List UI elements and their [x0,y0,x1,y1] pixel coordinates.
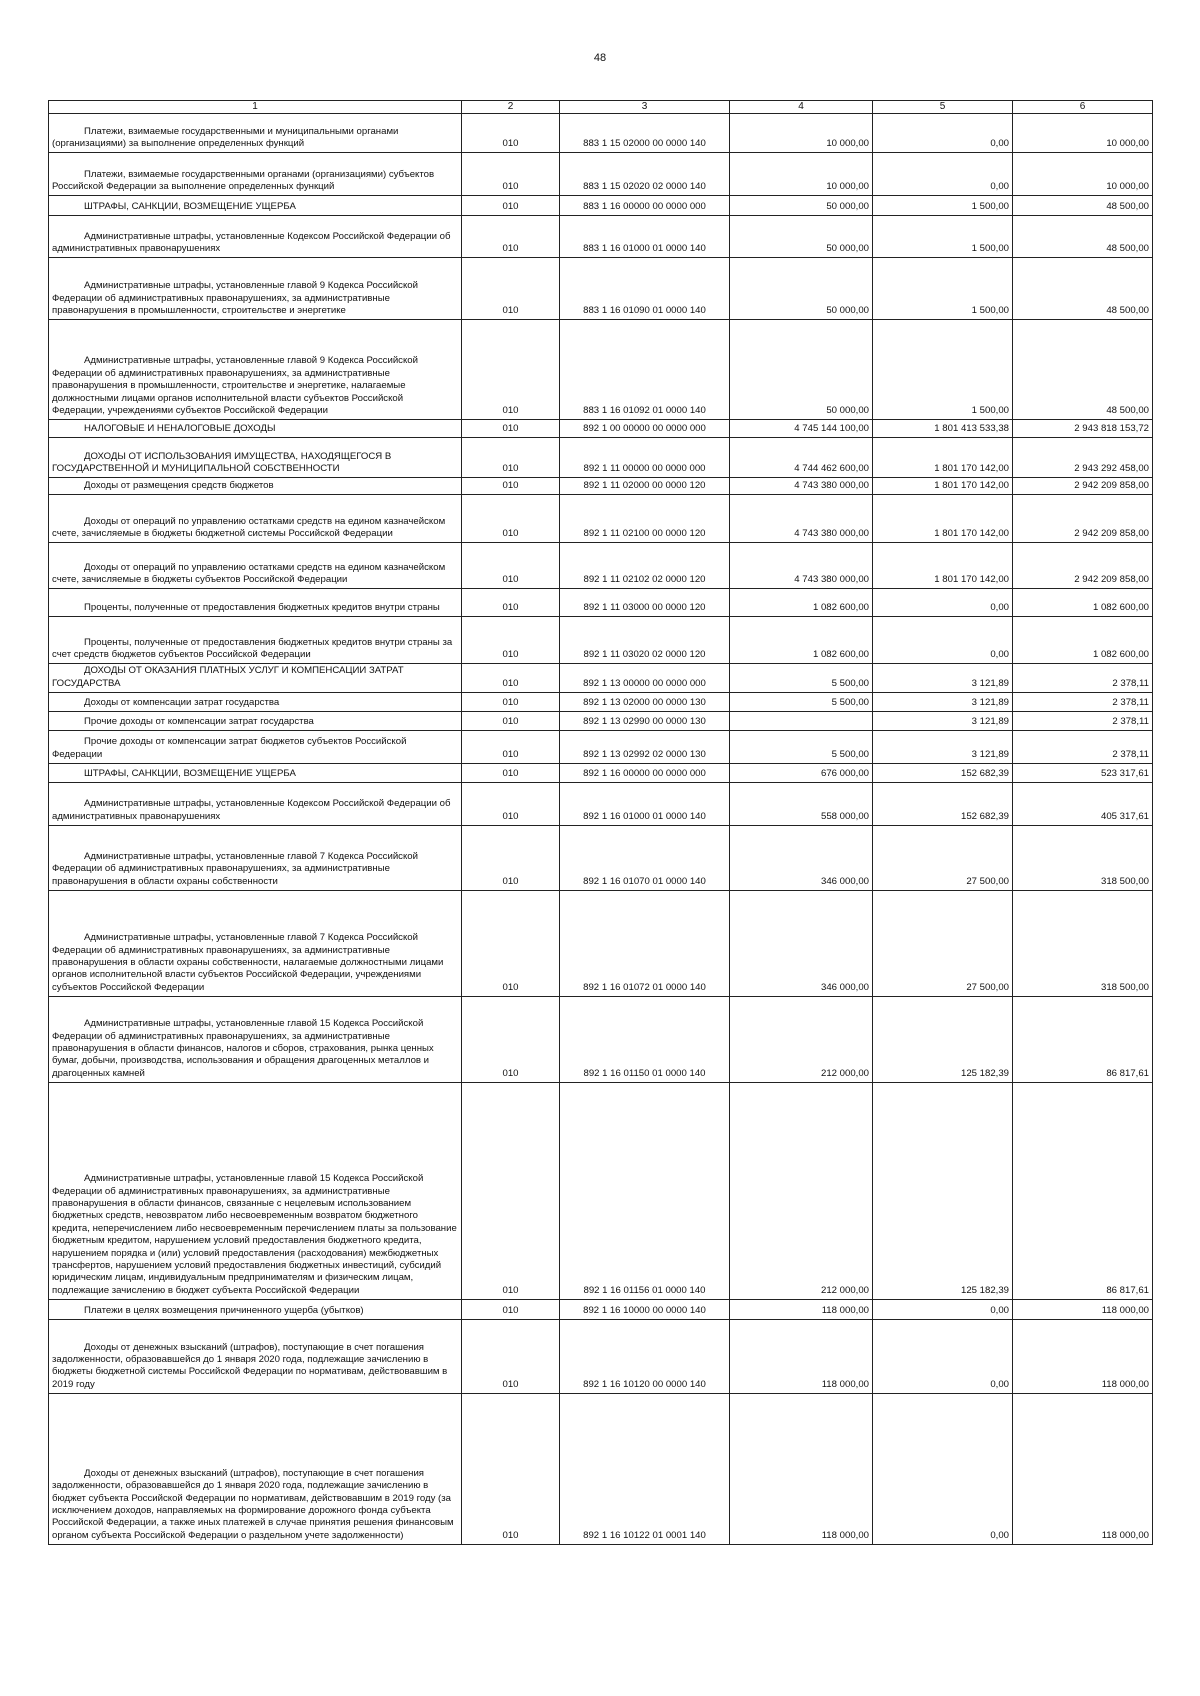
table-row [49,589,1153,617]
row-name-text: Прочие доходы от компенсации затрат государства [84,715,314,727]
row-name-cell [49,589,462,617]
row-line-code-cell: 010 [462,1320,560,1394]
row-executed-amount-cell: 1 500,00 [873,196,1013,216]
row-line-code-cell: 010 [462,196,560,216]
row-approved-amount-cell: 4 743 380 000,00 [730,543,873,589]
row-budget-code-cell: 892 1 11 00000 00 0000 000 [560,438,730,478]
row-line-code-cell: 010 [462,712,560,731]
row-name-text: НАЛОГОВЫЕ И НЕНАЛОГОВЫЕ ДОХОДЫ [84,423,276,434]
row-executed-amount-cell: 0,00 [873,1394,1013,1545]
row-executed-amount-cell: 1 801 413 533,38 [873,420,1013,438]
row-executed-amount-cell: 0,00 [873,153,1013,196]
row-remaining-amount-cell: 48 500,00 [1013,320,1153,420]
row-name-cell [49,712,462,731]
table-row [49,712,1153,731]
row-name-text: Административные штрафы, установленные Кодексом Российской Федерации об административных правонарушениях [52,230,451,254]
row-remaining-amount-cell: 2 378,11 [1013,664,1153,693]
row-executed-amount-cell: 125 182,39 [873,1083,1013,1300]
table-row [49,420,1153,438]
row-remaining-amount-cell: 2 942 209 858,00 [1013,543,1153,589]
row-budget-code-cell: 883 1 15 02000 00 0000 140 [560,114,730,153]
row-remaining-amount-cell: 118 000,00 [1013,1320,1153,1394]
row-name-text: ДОХОДЫ ОТ ИСПОЛЬЗОВАНИЯ ИМУЩЕСТВА, НАХОДЯЩЕГОСЯ В ГОСУДАРСТВЕННОЙ И МУНИЦИПАЛЬНОЙ СОБСТВЕННОСТИ [52,450,392,474]
row-executed-amount-cell: 0,00 [873,1320,1013,1394]
row-line-code-cell: 010 [462,320,560,420]
row-approved-amount-cell: 1 082 600,00 [730,589,873,617]
row-remaining-amount-cell: 2 378,11 [1013,712,1153,731]
row-remaining-amount-cell: 318 500,00 [1013,891,1153,997]
row-name-cell [49,153,462,196]
row-approved-amount-cell: 118 000,00 [730,1394,873,1545]
row-budget-code-cell: 883 1 16 01092 01 0000 140 [560,320,730,420]
column-number: 3 [560,101,730,114]
row-budget-code-cell: 892 1 16 01070 01 0000 140 [560,826,730,891]
row-executed-amount-cell: 125 182,39 [873,997,1013,1083]
row-name-cell [49,664,462,693]
row-name-cell [49,495,462,543]
row-approved-amount-cell: 50 000,00 [730,258,873,320]
row-name-cell [49,420,462,438]
row-approved-amount-cell: 1 082 600,00 [730,617,873,664]
row-remaining-amount-cell: 86 817,61 [1013,1083,1153,1300]
row-executed-amount-cell: 3 121,89 [873,712,1013,731]
row-name-cell [49,731,462,764]
row-executed-amount-cell: 1 801 170 142,00 [873,478,1013,495]
row-approved-amount-cell: 212 000,00 [730,997,873,1083]
row-budget-code-cell: 883 1 15 02020 02 0000 140 [560,153,730,196]
row-budget-code-cell: 892 1 16 00000 00 0000 000 [560,764,730,783]
row-name-text: Административные штрафы, установленные главой 9 Кодекса Российской Федерации об административных правонарушениях, за административные правонарушения в промышленности, строительстве и энергетике, налагаемые должностными лицами органов исполнительной власти субъектов Российской Федерации, учреждениями субъектов Российской Федерации [52,355,418,416]
row-executed-amount-cell: 3 121,89 [873,664,1013,693]
row-executed-amount-cell: 1 500,00 [873,320,1013,420]
row-approved-amount-cell: 5 500,00 [730,693,873,712]
row-budget-code-cell: 892 1 11 02102 02 0000 120 [560,543,730,589]
row-budget-code-cell: 892 1 16 10000 00 0000 140 [560,1300,730,1320]
row-approved-amount-cell: 676 000,00 [730,764,873,783]
row-name-text: Платежи, взимаемые государственными органами (организациями) субъектов Российской Федерации за выполнение определенных функций [52,168,435,192]
table-row [49,153,1153,196]
table-row [49,1300,1153,1320]
row-remaining-amount-cell: 10 000,00 [1013,153,1153,196]
revenue-report-table [48,100,1153,1545]
column-number: 5 [873,101,1013,114]
row-remaining-amount-cell: 2 943 292 458,00 [1013,438,1153,478]
row-remaining-amount-cell: 1 082 600,00 [1013,589,1153,617]
row-name-text: Платежи, взимаемые государственными и муниципальными органами (организациями) за выполнение определенных функций [52,125,399,149]
row-budget-code-cell: 892 1 16 10122 01 0001 140 [560,1394,730,1545]
row-name-text: Доходы от операций по управлению остатками средств на едином казначейском счете, зачисляемые в бюджеты бюджетной системы Российской Федерации [52,515,446,539]
row-budget-code-cell: 892 1 00 00000 00 0000 000 [560,420,730,438]
row-budget-code-cell: 892 1 11 03020 02 0000 120 [560,617,730,664]
row-name-cell [49,478,462,495]
row-line-code-cell: 010 [462,216,560,258]
row-line-code-cell: 010 [462,997,560,1083]
row-approved-amount-cell: 4 743 380 000,00 [730,495,873,543]
row-remaining-amount-cell: 2 942 209 858,00 [1013,495,1153,543]
row-name-cell [49,1394,462,1545]
row-budget-code-cell: 892 1 16 01156 01 0000 140 [560,1083,730,1300]
row-remaining-amount-cell: 86 817,61 [1013,997,1153,1083]
table-row [49,258,1153,320]
row-remaining-amount-cell: 118 000,00 [1013,1394,1153,1545]
row-approved-amount-cell: 212 000,00 [730,1083,873,1300]
row-approved-amount-cell: 4 745 144 100,00 [730,420,873,438]
row-approved-amount-cell: 5 500,00 [730,664,873,693]
row-executed-amount-cell: 1 801 170 142,00 [873,543,1013,589]
row-name-text: Административные штрафы, установленные главой 15 Кодекса Российской Федерации об административных правонарушениях, за административные правонарушения в области финансов, налогов и сборов, страхования, рынка ценных бумаг, добычи, производства, использования и обращения драгоценных металлов и драгоценных камней [52,1018,434,1079]
row-remaining-amount-cell: 1 082 600,00 [1013,617,1153,664]
row-budget-code-cell: 892 1 13 00000 00 0000 000 [560,664,730,693]
row-line-code-cell: 010 [462,1394,560,1545]
table-body [49,101,1153,1545]
row-approved-amount-cell: 10 000,00 [730,153,873,196]
row-budget-code-cell: 892 1 11 03000 00 0000 120 [560,589,730,617]
row-budget-code-cell: 892 1 16 01000 01 0000 140 [560,783,730,826]
table-row [49,495,1153,543]
row-line-code-cell: 010 [462,495,560,543]
row-line-code-cell: 010 [462,438,560,478]
row-name-text: Административные штрафы, установленные главой 15 Кодекса Российской Федерации об административных правонарушениях, за административные правонарушения в области финансов, связанные с нецелевым использованием бюджетных средств, невозвратом либо несвоевременным возвратом бюджетного кредита, неперечислением либо несвоевременным перечислением платы за пользование бюджетным кредитом, нарушением условий предоставления бюджетного кредита, нарушением порядка и (или) условий предоставления (расходования) межбюджетных трансфертов, нарушением условий предоставления бюджетных инвестиций, субсидий юридическим лицам, индивидуальным предпринимателям и физическим лицам, подлежащие зачислению в бюджет субъекта Российской Федерации [52,1173,457,1296]
row-line-code-cell: 010 [462,764,560,783]
row-budget-code-cell: 892 1 11 02100 00 0000 120 [560,495,730,543]
table-row [49,891,1153,997]
row-budget-code-cell: 892 1 16 10120 00 0000 140 [560,1320,730,1394]
row-remaining-amount-cell: 2 378,11 [1013,731,1153,764]
row-line-code-cell: 010 [462,1083,560,1300]
row-executed-amount-cell: 0,00 [873,1300,1013,1320]
row-name-text: Доходы от размещения средств бюджетов [84,480,274,491]
row-executed-amount-cell: 27 500,00 [873,826,1013,891]
table-row [49,826,1153,891]
row-name-cell [49,1320,462,1394]
row-name-text: ШТРАФЫ, САНКЦИИ, ВОЗМЕЩЕНИЕ УЩЕРБА [84,201,296,212]
row-line-code-cell: 010 [462,783,560,826]
row-name-cell [49,1300,462,1320]
table-row [49,196,1153,216]
table-row [49,320,1153,420]
row-name-cell [49,891,462,997]
row-executed-amount-cell: 152 682,39 [873,764,1013,783]
row-executed-amount-cell: 1 801 170 142,00 [873,495,1013,543]
table-row [49,997,1153,1083]
row-remaining-amount-cell: 318 500,00 [1013,826,1153,891]
column-number: 2 [462,101,560,114]
row-name-cell [49,320,462,420]
row-approved-amount-cell: 118 000,00 [730,1320,873,1394]
row-remaining-amount-cell: 2 943 818 153,72 [1013,420,1153,438]
row-executed-amount-cell: 27 500,00 [873,891,1013,997]
row-name-text: Доходы от денежных взысканий (штрафов), поступающие в счет погашения задолженности, образовавшейся до 1 января 2020 года, подлежащие зачислению в бюджеты бюджетной системы Российской Федерации по нормативам, действовавшим в 2019 году [52,1341,448,1390]
row-remaining-amount-cell: 2 942 209 858,00 [1013,478,1153,495]
row-executed-amount-cell: 0,00 [873,589,1013,617]
row-name-cell [49,114,462,153]
row-approved-amount-cell: 50 000,00 [730,196,873,216]
row-name-cell [49,693,462,712]
row-line-code-cell: 010 [462,543,560,589]
row-line-code-cell: 010 [462,617,560,664]
table-row [49,783,1153,826]
row-name-text: Доходы от денежных взысканий (штрафов), поступающие в счет погашения задолженности, образовавшейся до 1 января 2020 года, подлежащие зачислению в бюджет субъекта Российской Федерации по нормативам, действовавшим в 2019 году (за исключением доходов, направляемых на формирование дорожного фонда субъекта Российской Федерации, а также иных платежей в случае принятия решения финансовым органом субъекта Российской Федерации о раздельном учете задолженности) [52,1467,454,1541]
row-approved-amount-cell: 346 000,00 [730,891,873,997]
column-number: 1 [49,101,462,114]
row-approved-amount-cell: 50 000,00 [730,216,873,258]
row-name-cell [49,617,462,664]
row-name-cell [49,783,462,826]
row-line-code-cell: 010 [462,153,560,196]
row-approved-amount-cell: 346 000,00 [730,826,873,891]
row-remaining-amount-cell: 48 500,00 [1013,196,1153,216]
row-line-code-cell: 010 [462,589,560,617]
row-approved-amount-cell [730,712,873,731]
row-remaining-amount-cell: 118 000,00 [1013,1300,1153,1320]
table-row [49,1083,1153,1300]
table-row [49,216,1153,258]
column-number: 4 [730,101,873,114]
column-number: 6 [1013,101,1153,114]
row-name-text: Административные штрафы, установленные главой 7 Кодекса Российской Федерации об административных правонарушениях, за административные правонарушения в области охраны собственности, налагаемые должностными лицами органов исполнительной власти субъектов Российской Федерации, учреждениями субъектов Российской Федерации [52,932,444,993]
row-line-code-cell: 010 [462,258,560,320]
table-row [49,478,1153,495]
page-number: 48 [593,52,607,64]
row-name-cell [49,196,462,216]
row-name-text: Административные штрафы, установленные главой 9 Кодекса Российской Федерации об административных правонарушениях, за административные правонарушения в промышленности, строительстве и энергетике [52,280,418,316]
row-line-code-cell: 010 [462,420,560,438]
row-name-text: Административные штрафы, установленные главой 7 Кодекса Российской Федерации об административных правонарушениях, за административные правонарушения в области охраны собственности [52,851,418,887]
row-name-cell [49,438,462,478]
row-name-text: Платежи в целях возмещения причиненного ущерба (убытков) [84,1304,364,1316]
table-row [49,617,1153,664]
row-approved-amount-cell: 118 000,00 [730,1300,873,1320]
row-budget-code-cell: 892 1 13 02990 00 0000 130 [560,712,730,731]
row-name-cell [49,216,462,258]
row-remaining-amount-cell: 10 000,00 [1013,114,1153,153]
row-executed-amount-cell: 3 121,89 [873,731,1013,764]
row-line-code-cell: 010 [462,1300,560,1320]
row-executed-amount-cell: 3 121,89 [873,693,1013,712]
row-remaining-amount-cell: 523 317,61 [1013,764,1153,783]
row-line-code-cell: 010 [462,891,560,997]
row-line-code-cell: 010 [462,664,560,693]
row-line-code-cell: 010 [462,114,560,153]
row-approved-amount-cell: 10 000,00 [730,114,873,153]
row-executed-amount-cell: 1 801 170 142,00 [873,438,1013,478]
row-budget-code-cell: 892 1 13 02000 00 0000 130 [560,693,730,712]
row-name-text: Прочие доходы от компенсации затрат бюджетов субъектов Российской Федерации [52,736,407,760]
table-row [49,114,1153,153]
row-name-cell [49,543,462,589]
row-approved-amount-cell: 4 744 462 600,00 [730,438,873,478]
row-name-cell [49,997,462,1083]
row-approved-amount-cell: 4 743 380 000,00 [730,478,873,495]
row-remaining-amount-cell: 48 500,00 [1013,258,1153,320]
row-name-cell [49,258,462,320]
row-remaining-amount-cell: 405 317,61 [1013,783,1153,826]
row-remaining-amount-cell: 2 378,11 [1013,693,1153,712]
row-line-code-cell: 010 [462,693,560,712]
row-budget-code-cell: 892 1 16 01150 01 0000 140 [560,997,730,1083]
table-row [49,693,1153,712]
row-name-cell [49,764,462,783]
row-budget-code-cell: 892 1 13 02992 02 0000 130 [560,731,730,764]
row-budget-code-cell: 883 1 16 01000 01 0000 140 [560,216,730,258]
row-line-code-cell: 010 [462,731,560,764]
row-budget-code-cell: 892 1 16 01072 01 0000 140 [560,891,730,997]
table-row [49,731,1153,764]
row-budget-code-cell: 883 1 16 01090 01 0000 140 [560,258,730,320]
row-name-text: ШТРАФЫ, САНКЦИИ, ВОЗМЕЩЕНИЕ УЩЕРБА [84,767,296,779]
row-name-text: ДОХОДЫ ОТ ОКАЗАНИЯ ПЛАТНЫХ УСЛУГ И КОМПЕНСАЦИИ ЗАТРАТ ГОСУДАРСТВА [52,665,404,689]
row-name-text: Доходы от операций по управлению остатками средств на едином казначейском счете, зачисляемые в бюджеты субъектов Российской Федерации [52,561,446,585]
row-name-text: Административные штрафы, установленные Кодексом Российской Федерации об административных правонарушениях [52,798,451,822]
row-line-code-cell: 010 [462,478,560,495]
row-approved-amount-cell: 5 500,00 [730,731,873,764]
row-remaining-amount-cell: 48 500,00 [1013,216,1153,258]
table-row [49,664,1153,693]
row-line-code-cell: 010 [462,826,560,891]
table-row [49,1394,1153,1545]
row-budget-code-cell: 883 1 16 00000 00 0000 000 [560,196,730,216]
row-executed-amount-cell: 1 500,00 [873,216,1013,258]
column-number-row [49,101,1153,114]
table-row [49,1320,1153,1394]
row-executed-amount-cell: 0,00 [873,617,1013,664]
row-name-text: Проценты, полученные от предоставления бюджетных кредитов внутри страны [84,602,440,613]
row-name-cell [49,1083,462,1300]
row-name-text: Проценты, полученные от предоставления бюджетных кредитов внутри страны за счет средств бюджетов субъектов Российской Федерации [52,636,453,660]
row-executed-amount-cell: 152 682,39 [873,783,1013,826]
row-executed-amount-cell: 0,00 [873,114,1013,153]
row-name-text: Доходы от компенсации затрат государства [84,696,280,708]
row-name-cell [49,826,462,891]
row-budget-code-cell: 892 1 11 02000 00 0000 120 [560,478,730,495]
table-row [49,438,1153,478]
row-approved-amount-cell: 558 000,00 [730,783,873,826]
table-row [49,764,1153,783]
row-approved-amount-cell: 50 000,00 [730,320,873,420]
row-executed-amount-cell: 1 500,00 [873,258,1013,320]
table-row [49,543,1153,589]
